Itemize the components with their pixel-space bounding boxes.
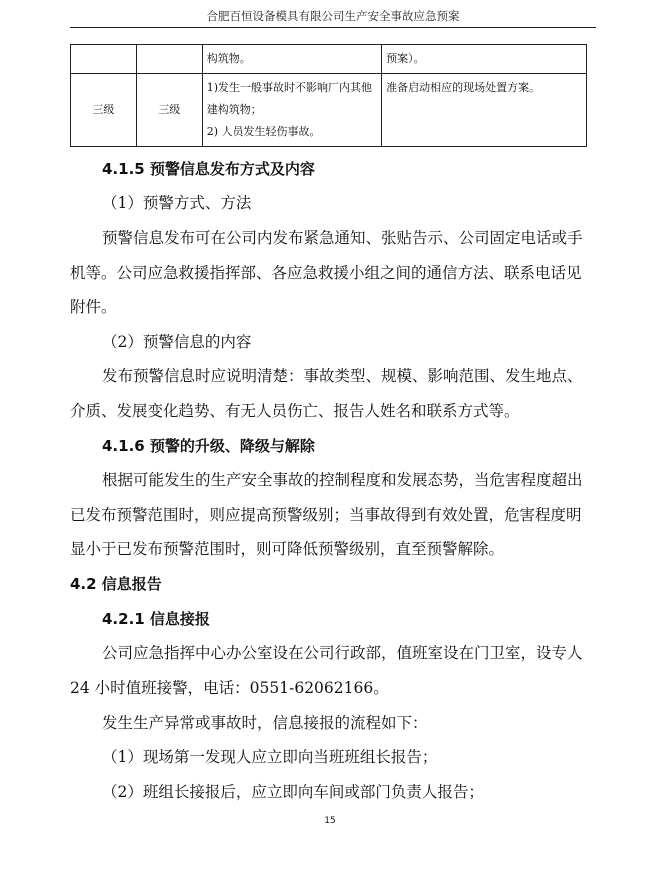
table-cell-action: 准备启动相应的现场处置方案。	[382, 74, 587, 147]
table-cell: 构筑物。	[202, 45, 381, 74]
paragraph: 发布预警信息时应说明清楚：事故类型、规模、影响范围、发生地点、介质、发展变化趋势、有无人员伤亡、报告人姓名和联系方式等。	[70, 367, 583, 420]
header-rule	[70, 27, 596, 28]
table-row	[71, 74, 587, 147]
table-row	[71, 45, 587, 74]
table-cell-conditions	[202, 74, 381, 147]
table-cell	[71, 45, 137, 74]
list-item: （2）班组长接报后，应立即向车间或部门负责人报告；	[102, 783, 484, 801]
paragraph: 公司应急指挥中心办公室设在公司行政部，值班室设在门卫室，设专人24 小时值班接警，电话：0551-62062166。	[70, 644, 583, 697]
table-cell-response: 三级	[136, 74, 202, 147]
section-heading-4-2: 4.2 信息报告	[70, 575, 162, 593]
section-heading-4-1-5: 4.1.5 预警信息发布方式及内容	[102, 160, 315, 178]
list-item: （1）现场第一发现人应立即向当班班组长报告；	[102, 748, 438, 766]
condition-item: 1)发生一般事故时不影响厂内其他建构筑物；	[206, 81, 373, 116]
page-header: 合肥百恒设备模具有限公司生产安全事故应急预案	[206, 9, 460, 23]
condition-item: 2) 人员发生轻伤事故。	[206, 125, 321, 138]
paragraph: 根据可能发生的生产安全事故的控制程度和发展态势，当危害程度超出已发布预警范围时，则应提高预警级别；当事故得到有效处置，危害程度明显小于已发布预警范围时，则可降低预警级别，直至预警解除。	[70, 471, 583, 558]
table-cell: 预案）。	[382, 45, 587, 74]
subheading: （1）预警方式、方法	[102, 194, 252, 212]
paragraph: 发生生产异常或事故时，信息接报的流程如下：	[102, 714, 428, 732]
table-cell-level: 三级	[71, 74, 137, 147]
section-heading-4-1-6: 4.1.6 预警的升级、降级与解除	[102, 437, 315, 455]
response-level-table	[70, 44, 587, 147]
page-number: 15	[324, 816, 336, 826]
subheading: （2）预警信息的内容	[102, 333, 252, 351]
paragraph: 预警信息发布可在公司内发布紧急通知、张贴告示、公司固定电话或手机等。公司应急救援指挥部、各应急救援小组之间的通信方法、联系电话见附件。	[70, 229, 583, 316]
table-cell	[136, 45, 202, 74]
section-heading-4-2-1: 4.2.1 信息接报	[102, 610, 210, 628]
